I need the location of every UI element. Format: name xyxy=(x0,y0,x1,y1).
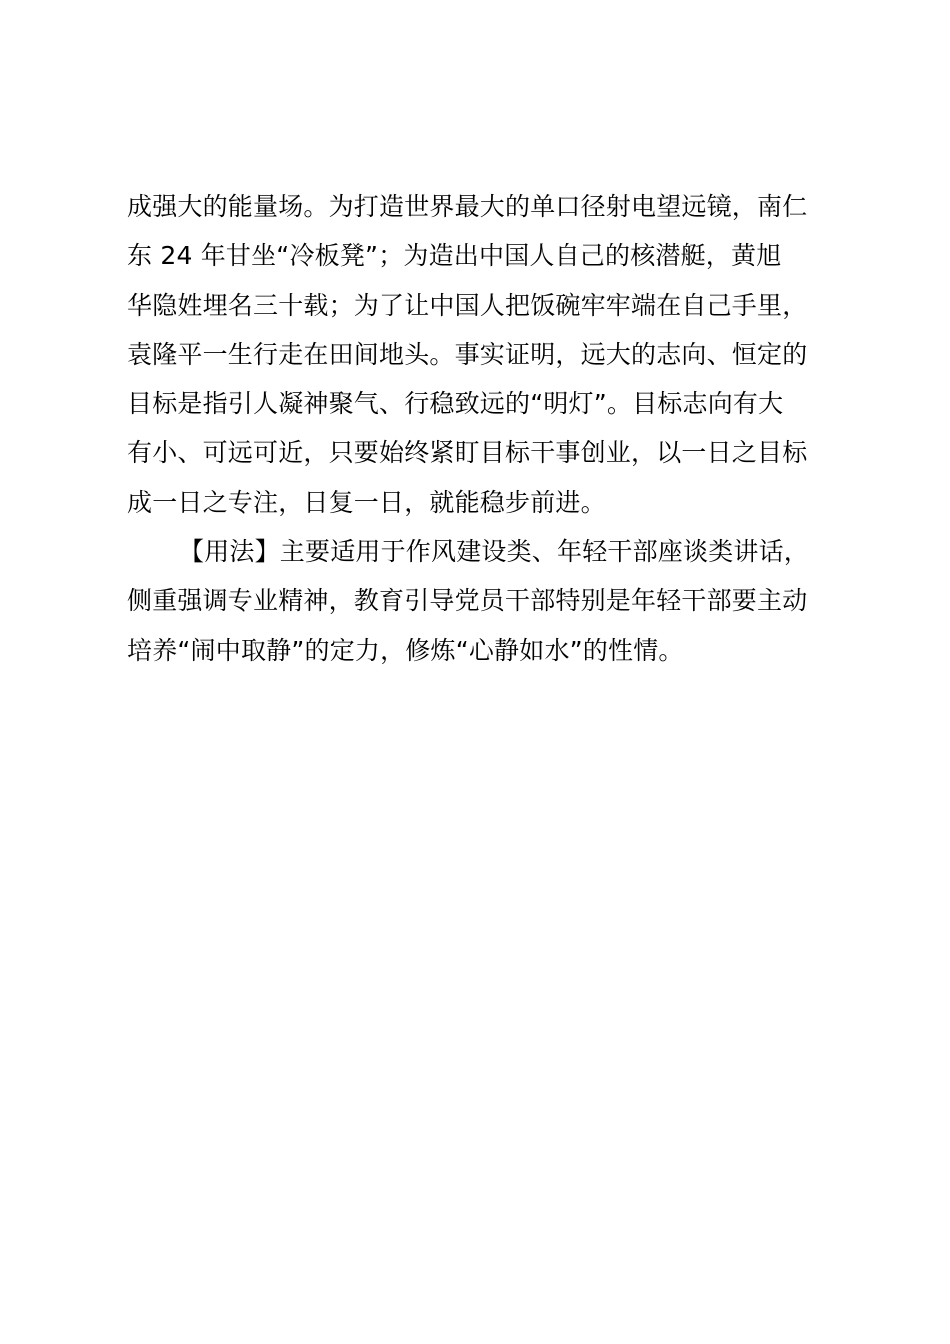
paragraph-line: 成强大的能量场。为打造世界最大的单口径射电望远镜，南仁 xyxy=(127,192,808,221)
body-paragraph-usage xyxy=(127,527,833,675)
paragraph-line: 侧重强调专业精神，教育引导党员干部特别是年轻干部要主动 xyxy=(127,586,808,616)
paragraph-line-indented: 【用法】主要适用于作风建设类、年轻干部座谈类讲话， xyxy=(179,537,810,566)
paragraph-line: 成一日之专注，日复一日，就能稳步前进。 xyxy=(127,487,606,517)
body-paragraph-examples xyxy=(127,182,833,527)
paragraph-line: 目标是指引人凝神聚气、行稳致远的“明灯”。目标志向有大 xyxy=(127,389,784,419)
paragraph-line: 有小、可远可近，只要始终紧盯目标干事创业，以一日之目标 xyxy=(127,438,808,468)
paragraph-line: 东 24 年甘坐“冷板凳”；为造出中国人自己的核潜艇，黄旭 xyxy=(127,241,782,271)
paragraph-line: 袁隆平一生行走在田间地头。事实证明，远大的志向、恒定的 xyxy=(127,339,808,369)
paragraph-line: 培养“闹中取静”的定力，修炼“心静如水”的性情。 xyxy=(127,635,684,665)
paragraph-line: 华隐姓埋名三十载；为了让中国人把饭碗牢牢端在自己手里， xyxy=(127,290,808,320)
